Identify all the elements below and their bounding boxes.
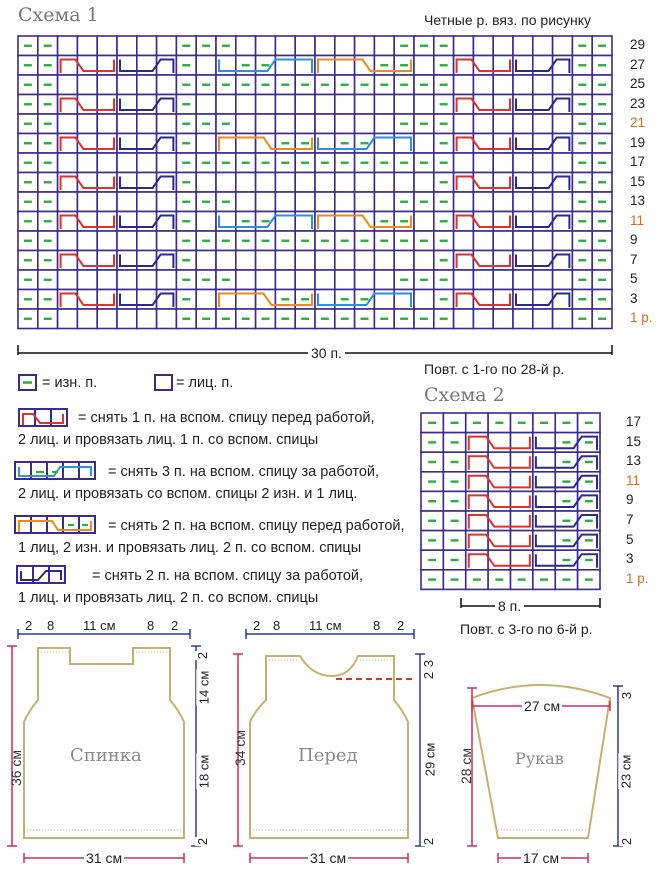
scheme1-row-label: 11 bbox=[630, 212, 645, 228]
front-top-dim: 2 bbox=[253, 618, 261, 633]
front-top-dim: 8 bbox=[373, 618, 381, 633]
back-width: 31 см bbox=[86, 850, 123, 866]
scheme2-row-label: 7 bbox=[626, 512, 634, 527]
scheme1-row-label: 1 р. bbox=[630, 310, 653, 325]
scheme1-row-label: 3 bbox=[630, 290, 638, 306]
front-top-dim: 8 bbox=[273, 618, 281, 633]
legend-red-cable-line2: 2 лиц. и провязать лиц. 1 п. со вспом. спицы bbox=[18, 432, 319, 448]
scheme1-row-label: 13 bbox=[630, 193, 646, 208]
scheme1-header-note: Четные р. вяз. по рисунку bbox=[424, 12, 592, 28]
scheme2-title: Схема 2 bbox=[424, 384, 505, 406]
scheme2-row-label: 1 р. bbox=[626, 570, 649, 586]
legend-orange-cable-line2: 1 лиц, 2 изн. и провязать лиц. 2 п. со вспом. спицы bbox=[18, 540, 362, 556]
back-height-line bbox=[7, 646, 17, 846]
scheme2-width-label: 8 п. bbox=[495, 598, 524, 614]
front-top-dim: 11 см bbox=[309, 618, 342, 633]
legend-purl: = изн. п. bbox=[42, 375, 98, 391]
scheme2-row-label: 13 bbox=[626, 453, 642, 469]
scheme1-row-label: 9 bbox=[630, 232, 638, 247]
front-height: 34 см bbox=[232, 729, 249, 767]
scheme1-row-label: 5 bbox=[630, 271, 638, 286]
scheme2-row-label: 9 bbox=[626, 492, 634, 508]
front-top-dim: 2 bbox=[397, 618, 405, 633]
back-top-dim: 2 bbox=[25, 618, 33, 633]
scheme2-row-label: 3 bbox=[626, 551, 634, 567]
front-right-dim: 3 bbox=[421, 659, 437, 668]
back-top-dim: 8 bbox=[47, 618, 55, 633]
front-right-dim: 29 см bbox=[422, 742, 438, 777]
scheme1-title: Схема 1 bbox=[18, 4, 99, 26]
back-right-dim: 14 см bbox=[196, 670, 212, 705]
legend-navy-cable-line1: = снять 2 п. на вспом. спицу за работой, bbox=[92, 568, 364, 584]
scheme1-row-label: 23 bbox=[630, 95, 646, 111]
back-top-dim: 2 bbox=[171, 618, 179, 633]
scheme1-row-label: 27 bbox=[630, 56, 646, 72]
scheme1-row-label: 7 bbox=[630, 251, 638, 267]
scheme1-row-label: 25 bbox=[630, 76, 646, 91]
scheme1-repeat-note: Повт. с 1-го по 28-й р. bbox=[424, 361, 565, 377]
scheme1-row-label: 21 bbox=[630, 115, 646, 130]
scheme2-row-label: 11 bbox=[626, 472, 641, 488]
legend-red-cable-line1: = снять 1 п. на вспом. спицу перед работой, bbox=[78, 410, 375, 426]
scheme1-row-label: 15 bbox=[630, 173, 646, 189]
back-height: 36 см bbox=[8, 749, 25, 787]
scheme1-row-label: 17 bbox=[630, 154, 646, 169]
sleeve-top-width: 27 см bbox=[524, 698, 561, 714]
back-right-dim: 2 bbox=[195, 837, 211, 846]
legend-blue-cable-line1: = снять 3 п. на вспом. спицу за работой, bbox=[108, 464, 380, 480]
sleeve-piece-name: Рукав bbox=[515, 749, 564, 768]
legend-knit: = лиц. п. bbox=[176, 375, 234, 391]
scheme1-row-label: 29 bbox=[630, 37, 646, 52]
back-top-dim: 8 bbox=[147, 618, 155, 633]
back-top-dim: 11 см bbox=[83, 618, 116, 633]
front-width: 31 см bbox=[310, 850, 347, 866]
sleeve-height: 28 см bbox=[458, 747, 475, 785]
scheme2-row-label: 5 bbox=[626, 531, 634, 547]
sleeve-right-dim: 3 bbox=[619, 691, 635, 700]
scheme2-row-label: 15 bbox=[626, 433, 642, 449]
back-right-dim: 18 см bbox=[196, 754, 212, 789]
legend-orange-cable-line1: = снять 2 п. на вспом. спицу перед работой, bbox=[108, 518, 405, 534]
front-piece-name: Перед bbox=[298, 745, 358, 766]
scheme1-row-label: 19 bbox=[630, 134, 646, 150]
sleeve-bottom-width: 17 см bbox=[523, 850, 560, 866]
back-right-dim: 2 bbox=[195, 651, 211, 660]
front-right-dim: 2 bbox=[421, 671, 437, 680]
scheme2-repeat-note: Повт. с 3-го по 6-й р. bbox=[460, 621, 593, 637]
scheme2-row-label: 17 bbox=[626, 414, 642, 429]
sleeve-right-dim: 2 bbox=[619, 837, 635, 846]
back-piece-name: Спинка bbox=[70, 745, 142, 766]
legend-navy-cable-line2: 1 лиц. и провязать лиц. 2 п. со вспом. спицы bbox=[18, 590, 319, 606]
front-right-dim: 2 bbox=[421, 837, 437, 846]
scheme1-width-label: 30 п. bbox=[308, 345, 345, 361]
sleeve-right-dim: 23 см bbox=[618, 754, 634, 789]
back-piece-outline bbox=[24, 648, 184, 838]
legend-blue-cable-line2: 2 лиц. и провязать со вспом. спицы 2 изн. и 1 лиц. bbox=[18, 486, 358, 502]
